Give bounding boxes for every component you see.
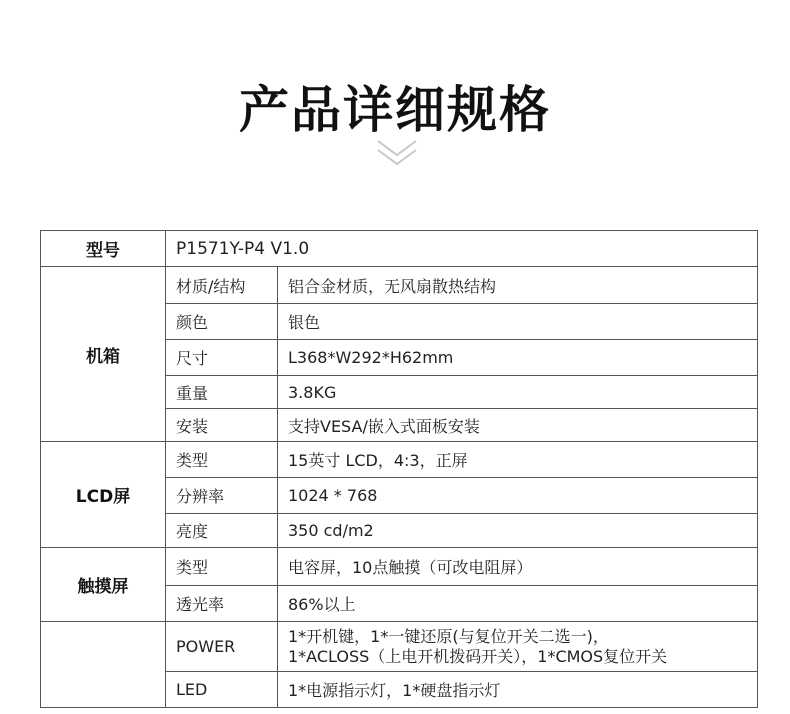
row-header-other: [41, 622, 166, 708]
table-row: [41, 267, 758, 304]
spec-value: 15英寸 LCD，4:3，正屏: [278, 442, 758, 478]
table-row: [41, 622, 758, 672]
spec-name: POWER: [166, 622, 278, 672]
spec-value: 支持VESA/嵌入式面板安装: [278, 409, 758, 442]
spec-value: 1*电源指示灯，1*硬盘指示灯: [278, 672, 758, 708]
table-row: [41, 442, 758, 478]
spec-value: L368*W292*H62mm: [278, 340, 758, 376]
spec-name: 类型: [166, 442, 278, 478]
table-row: [41, 548, 758, 586]
row-header-touch: 触摸屏: [41, 548, 166, 622]
row-header-chassis: 机箱: [41, 267, 166, 442]
spec-value: 350 cd/m2: [278, 514, 758, 548]
spec-name: 安装: [166, 409, 278, 442]
row-header-lcd: LCD屏: [41, 442, 166, 548]
row-header-model: 型号: [41, 231, 166, 267]
power-value-line-1: 1*开机键，1*一键还原(与复位开关二选一)，: [288, 626, 609, 646]
spec-name: 透光率: [166, 586, 278, 622]
power-value: [278, 622, 758, 672]
spec-name: LED: [166, 672, 278, 708]
spec-value: 银色: [278, 304, 758, 340]
table-row-model: [41, 231, 758, 267]
double-chevron-down-icon: [375, 138, 419, 168]
spec-value: 3.8KG: [278, 376, 758, 409]
spec-name: 颜色: [166, 304, 278, 340]
spec-name: 分辨率: [166, 478, 278, 514]
spec-name: 亮度: [166, 514, 278, 548]
spec-name: 类型: [166, 548, 278, 586]
power-value-line-2: 1*ACLOSS（上电开机拨码开关），1*CMOS复位开关: [288, 646, 668, 666]
spec-table: [40, 230, 758, 708]
page-title: 产品详细规格: [239, 81, 551, 139]
spec-value: 86%以上: [278, 586, 758, 622]
spec-value: 电容屏，10点触摸（可改电阻屏）: [278, 548, 758, 586]
spec-value: 铝合金材质，无风扇散热结构: [278, 267, 758, 304]
spec-value: 1024 * 768: [278, 478, 758, 514]
model-value: P1571Y-P4 V1.0: [166, 231, 758, 267]
spec-name: 重量: [166, 376, 278, 409]
spec-name: 尺寸: [166, 340, 278, 376]
spec-name: 材质/结构: [166, 267, 278, 304]
